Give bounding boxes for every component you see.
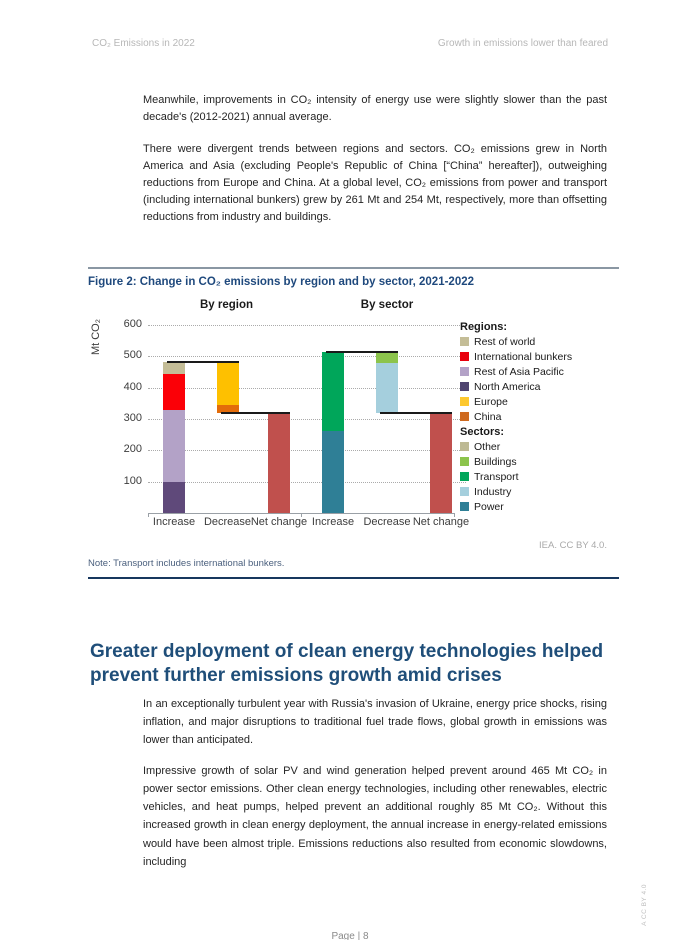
plot-area [148,325,455,514]
figure-caption: Figure 2: Change in CO₂ emissions by region and by sector, 2021-2022 [88,276,475,288]
legend-item-label: Rest of world [474,335,536,348]
legend-item-rest-of-world [460,334,632,349]
legend-item-power [460,499,632,514]
section-paragraph-1: In an exceptionally turbulent year with Russia's invasion of Ukraine, energy price shocks, rising inflation, and major disruptions to traditional fuel trade flows, global growth in emissions was lower than anticipated. [143,698,607,747]
bar-segment-north-america [163,482,185,513]
bar-segment-europe [217,362,239,405]
connector-line [380,412,452,414]
legend-item-label: Europe [474,395,508,408]
figure-note: Note: Transport includes international bunkers. [88,558,285,569]
chart-group-title: By region [199,299,254,311]
header-right-title: Growth in emissions lower than feared [437,38,608,49]
bar-segment-net-change [268,413,290,513]
y-tick-label: 100 [123,474,142,487]
legend-swatch [460,397,469,406]
legend-item-buildings [460,454,632,469]
header-left-title: CO₂ Emissions in 2022 [92,38,195,49]
legend-swatch [460,352,469,361]
bar-segment-power [322,431,344,513]
x-category-label: Net change [250,516,308,528]
legend-item-europe [460,394,632,409]
figure-bottom-rule [88,577,619,579]
legend-item-rest-of-asia-pacific [460,364,632,379]
legend-swatch [460,382,469,391]
legend-item-china [460,409,632,424]
x-category-label: Decrease [363,516,411,528]
gridline [148,482,466,483]
bar-segment-transport [322,352,344,432]
gridline [148,325,466,326]
y-tick-label: 500 [123,349,142,362]
bar-segment-rest-of-world [163,362,185,374]
figure-2-chart [88,299,633,539]
legend-item-label: Rest of Asia Pacific [474,365,564,378]
section-heading: Greater deployment of clean energy technologies helped prevent further emissions growth amid crises [90,641,604,687]
connector-line [326,351,398,353]
gridline [148,356,466,357]
legend-item-north-america [460,379,632,394]
gridline [148,419,466,420]
x-category-label: Net change [412,516,470,528]
y-tick-label: 200 [123,443,142,456]
legend-item-other [460,439,632,454]
legend-item-label: North America [474,380,541,393]
legend-item-label: China [474,410,502,423]
legend-item-transport [460,469,632,484]
legend-swatch [460,472,469,481]
gridline [148,450,466,451]
y-tick-label: 300 [123,412,142,424]
page-header [92,38,608,49]
legend-swatch [460,502,469,511]
x-category-label: Decrease [203,516,252,528]
side-license-text: A CC BY 4.0 [641,884,648,926]
legend-item-label: Industry [474,485,512,498]
bar-segment-net-change [430,413,452,513]
figure-attribution: IEA. CC BY 4.0. [539,540,607,551]
legend-item-label: Other [474,440,501,453]
chart-group-title: By sector [360,299,414,311]
legend-swatch [460,412,469,421]
legend-swatch [460,442,469,451]
page-number: Page | 8 [331,931,369,940]
chart-legend [460,319,632,514]
section-paragraph-2: Impressive growth of solar PV and wind generation helped prevent around 465 Mt CO₂ in power sector emissions. Other clean energy technologies, including other renewables, electric vehicles, and heat pumps, helped prevent an additional roughly 85 Mt CO₂. Without this increased growth in clean energy deployment, the annual increase in energy-related emissions would have been almost triple. Emissions reductions also resulted from economic slowdowns, including [143,765,607,868]
legend-item-international-bunkers [460,349,632,364]
legend-swatch [460,367,469,376]
figure-top-rule [88,267,619,269]
y-tick-label: 400 [123,380,142,393]
bar-segment-rest-of-asia-pacific [163,410,185,482]
bar-segment-buildings [376,352,398,363]
legend-item-label: International bunkers [474,350,573,363]
legend-section-title: Sectors: [460,425,505,438]
connector-line [167,361,239,363]
body-paragraph-2: There were divergent trends between regions and sectors. CO₂ emissions grew in North America and Asia (excluding People's Republic of China [“China” hereafter]), outweighing reductions from Europe and China. At a global level, CO₂ emissions from power and transport (including international bunkers) grew by 261 Mt and 254 Mt, respectively, more than offsetting reductions from industry and buildings. [143,143,607,224]
legend-item-label: Power [474,500,504,513]
gridline [148,388,466,389]
legend-item-label: Transport [474,470,519,483]
legend-swatch [460,457,469,466]
legend-section-title: Regions: [460,320,508,333]
x-category-label: Increase [311,516,355,528]
bar-segment-international-bunkers [163,374,185,410]
connector-line [221,412,291,414]
legend-swatch [460,487,469,496]
legend-item-label: Buildings [474,455,517,468]
bar-segment-industry [376,363,398,413]
x-category-label: Increase [152,516,196,528]
y-axis-label: Mt CO₂ [90,319,102,356]
body-paragraph-1: Meanwhile, improvements in CO₂ intensity of energy use were slightly slower than the past decade's (2012-2021) annual average. [143,94,607,124]
legend-swatch [460,337,469,346]
legend-item-industry [460,484,632,499]
y-tick-label: 600 [123,318,142,330]
